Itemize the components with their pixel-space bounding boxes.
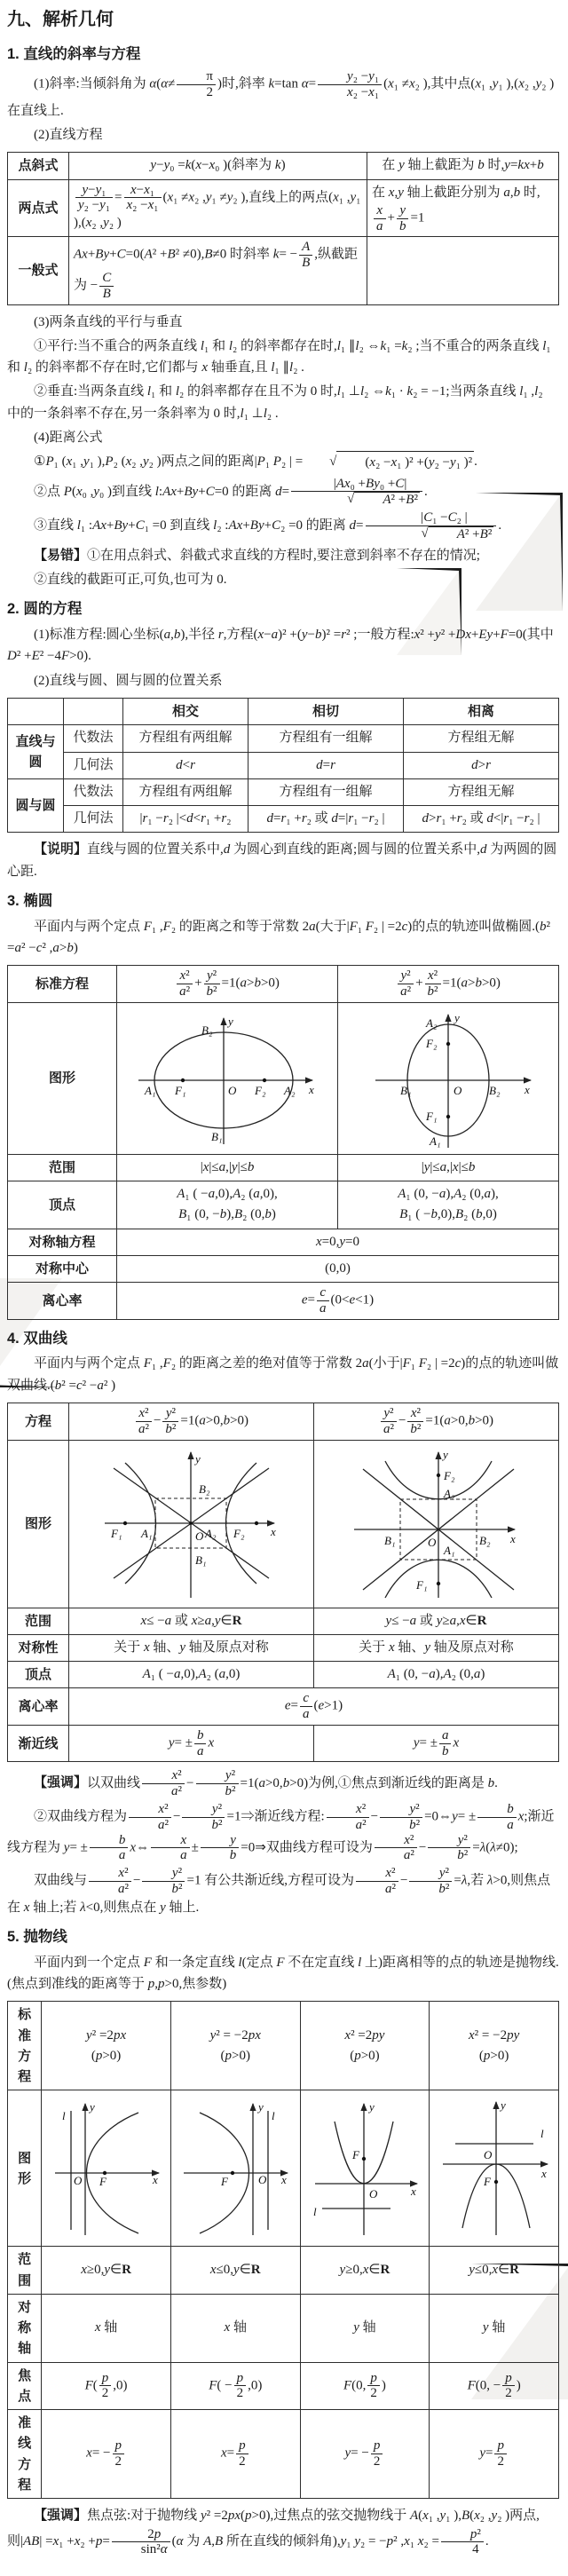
cell: A₁ ( −a,0),A₂ (a,0) bbox=[69, 1662, 314, 1688]
cell-figure bbox=[42, 2090, 171, 2247]
svg-text:B₁: B₁ bbox=[195, 1553, 207, 1567]
cell-figure bbox=[300, 2090, 430, 2247]
row-label: 顶点 bbox=[8, 1181, 117, 1229]
std-eq: y² =2px bbox=[86, 2027, 127, 2043]
table-row bbox=[8, 2002, 559, 2090]
hyperbola-note-3: 双曲线与 $\frac{\text{x²}}{\text{a²}}$ − $\frac{\text{y²}}{\text{b²}}$ =1 有公共渐近线,方程可设为 $\frac{\text{x²}}{\text{a²}}$ − $\frac{\text{y²}}{\text{b²}}$ =λ,若 λ>0,则焦点在 x 轴上;若 λ<0,则焦点在 y 轴上. bbox=[7, 1866, 551, 1915]
svg-text:F₂: F₂ bbox=[254, 1083, 265, 1097]
std-cond: (p>0) bbox=[91, 2048, 122, 2063]
cell: 代数法 bbox=[64, 725, 123, 752]
parabola-up-figure bbox=[306, 2095, 423, 2241]
cell-figure bbox=[170, 2090, 300, 2247]
cell: 关于 x 轴、y 轴及原点对称 bbox=[69, 1634, 314, 1661]
svg-text:y: y bbox=[227, 1014, 233, 1028]
cell: 几何法 bbox=[64, 806, 123, 833]
cell: $\frac{\text{x²}}{\text{a²}}$ + $\frac{\text{y²}}{\text{b²}}$ =1(a>b>0) bbox=[117, 966, 338, 1003]
cell: d=r₁ +r₂ 或 d=|r₁ −r₂ | bbox=[248, 806, 404, 833]
line-equation-table bbox=[7, 152, 559, 304]
cell-figure bbox=[430, 2090, 559, 2247]
cell bbox=[367, 237, 559, 304]
std-cond: (p>0) bbox=[350, 2048, 380, 2063]
table-row bbox=[8, 153, 559, 179]
row-label: 标准 方程 bbox=[8, 2002, 42, 2090]
distance-heading: (4)距离公式 bbox=[34, 431, 103, 446]
table-row bbox=[8, 2362, 559, 2410]
cell: F(0, − $\frac{p}{2}$ ) bbox=[430, 2362, 559, 2410]
svg-text:O: O bbox=[195, 1529, 204, 1543]
svg-text:O: O bbox=[483, 2148, 493, 2162]
ellipse-table bbox=[7, 965, 559, 1319]
row-label: 图形 bbox=[8, 1002, 117, 1154]
table-row bbox=[8, 1688, 559, 1726]
svg-text:A₁: A₁ bbox=[444, 1543, 455, 1557]
cell: F( $\frac{p}{2}$ ,0) bbox=[42, 2362, 171, 2410]
row-group-label: 直线与圆 bbox=[8, 725, 64, 779]
hyperbola-x-figure bbox=[91, 1445, 291, 1603]
cell bbox=[300, 2002, 430, 2090]
parabola-definition: 平面内到一个定点 F 和一条定直线 l(定点 F 不在定直线 l 上)距离相等的点的轨迹是抛物线.(焦点到准线的距离等于 p,p>0,焦参数) bbox=[7, 1955, 559, 1992]
cell: 方程组无解 bbox=[404, 778, 559, 805]
vertex-line: B₁ ( −b,0),B₂ (b,0) bbox=[399, 1207, 497, 1222]
row-label: 图形 bbox=[8, 2090, 42, 2247]
row-label: 范围 bbox=[8, 1608, 69, 1634]
row-label: 范围 bbox=[8, 2247, 42, 2295]
cell: 方程组有两组解 bbox=[123, 778, 248, 805]
table-row bbox=[8, 806, 559, 833]
row-label: 对称性 bbox=[8, 1634, 69, 1661]
vertex-line: A₁ ( −a,0),A₂ (a,0), bbox=[177, 1187, 278, 1202]
svg-text:F₁: F₁ bbox=[111, 1526, 122, 1540]
warning-text-2: ②直线的截距可正,可负,也可为 0. bbox=[34, 573, 227, 588]
circle-standard-equation: (1)标准方程:圆心坐标(a,b),半径 r,方程(x−a)² +(y−b)² =r² ;一般方程:x² +y² +Dx+Ey+F=0(其中 D² +E² −4F>0). bbox=[7, 628, 554, 664]
warning-tag: 【易错】 bbox=[34, 547, 88, 563]
row-label: 两点式 bbox=[8, 179, 69, 237]
parabola-note bbox=[7, 2505, 559, 2557]
svg-text:F₂: F₂ bbox=[444, 1468, 455, 1482]
cell: |y|≤a,|x|≤b bbox=[338, 1154, 559, 1181]
svg-text:B₁: B₁ bbox=[210, 1129, 222, 1143]
svg-text:x: x bbox=[152, 2173, 158, 2187]
table-row bbox=[8, 1283, 559, 1320]
svg-text:A₂: A₂ bbox=[444, 1486, 455, 1500]
hyperbola-note-2: ②双曲线方程为 $\frac{\text{x²}}{\text{a²}}$ − $\frac{\text{y²}}{\text{b²}}$ =1⇒渐近线方程: $\frac{\text{x²}}{\text{a²}}$ − $\frac{\text{y²}}{\text{b²}}$ =0⇔y= ± $\frac{b}{a}$ x;渐近线方程为 y= ± $\frac{b}{a}$ x⇔ $\frac{x}{a}$ ± $\frac{y}{b}$ =0⇒双曲线方程可设为 $\frac{\text{x²}}{\text{a²}}$ − $\frac{\text{y²}}{\text{b²}}$ =λ(λ≠0); bbox=[7, 1802, 555, 1863]
circle-relation-table bbox=[7, 698, 559, 833]
cell bbox=[117, 1181, 338, 1229]
svg-text:O: O bbox=[258, 2173, 267, 2187]
distance-formula-2: ②点 P(x₀ ,y₀ )到直线 l:Ax+By+C=0 的距离 d= |Ax₀ +By₀ +C| √ A² +B² . bbox=[34, 476, 428, 508]
cell: F( − $\frac{p}{2}$ ,0) bbox=[170, 2362, 300, 2410]
section-heading-circle: 2. 圆的方程 bbox=[7, 601, 83, 618]
warning-paragraph bbox=[7, 545, 559, 566]
cell: 关于 x 轴、y 轴及原点对称 bbox=[314, 1634, 559, 1661]
cell: $\frac{\text{y²}}{\text{a²}}$ − $\frac{\text{x²}}{\text{b²}}$ =1(a>0,b>0) bbox=[314, 1403, 559, 1440]
distance-formula-1: ①P₁ (x₁ ,y₁ ),P₂ (x₂ ,y₂ )两点之间的距离|P₁ P₂ | = √ (x₂ −x₁ )² +(y₂ −y₁ )² . bbox=[7, 451, 559, 473]
table-row bbox=[8, 237, 559, 304]
cell: y= ± $\frac{a}{b}$ x bbox=[314, 1725, 559, 1762]
cell: (0,0) bbox=[117, 1255, 559, 1282]
cell: d>r₁ +r₂ 或 d<|r₁ −r₂ | bbox=[404, 806, 559, 833]
cell: 几何法 bbox=[64, 752, 123, 778]
parabola-left-figure bbox=[177, 2095, 294, 2241]
svg-text:F: F bbox=[99, 2175, 106, 2189]
row-label: 图形 bbox=[8, 1440, 69, 1608]
svg-text:O: O bbox=[368, 2187, 378, 2201]
svg-text:F₂: F₂ bbox=[233, 1526, 245, 1540]
svg-text:A₂: A₂ bbox=[205, 1526, 217, 1540]
circle-note-text: 直线与圆的位置关系中,d 为圆心到直线的距离;圆与圆的位置关系中,d 为两圆的圆心距. bbox=[7, 842, 557, 879]
note-tag: 【强调】 bbox=[34, 1775, 88, 1791]
svg-text:B₁: B₁ bbox=[384, 1533, 396, 1547]
cell: 方程组无解 bbox=[404, 725, 559, 752]
cell: F(0, $\frac{p}{2}$ ) bbox=[300, 2362, 430, 2410]
cell-blank bbox=[8, 699, 64, 725]
table-row bbox=[8, 725, 559, 752]
std-cond: (p>0) bbox=[478, 2048, 509, 2063]
warning-text-1: ①在用点斜式、斜截式求直线的方程时,要注意到斜率不存在的情况; bbox=[87, 548, 480, 563]
cell bbox=[430, 2002, 559, 2090]
svg-text:F₁: F₁ bbox=[416, 1577, 428, 1592]
note-tag: 【说明】 bbox=[34, 842, 88, 857]
svg-text:F: F bbox=[221, 2175, 229, 2189]
std-eq: x² = −2py bbox=[469, 2027, 520, 2043]
content bbox=[7, 5, 559, 2557]
vertex-line: B₁ (0, −b),B₂ (0,b) bbox=[178, 1207, 276, 1222]
cell-figure bbox=[117, 1002, 338, 1154]
cell bbox=[42, 2002, 171, 2090]
table-row bbox=[8, 1181, 559, 1229]
svg-text:A₂: A₂ bbox=[283, 1083, 295, 1097]
row-label: 顶点 bbox=[8, 1662, 69, 1688]
svg-text:y: y bbox=[195, 1451, 201, 1466]
cell: x= − $\frac{p}{2}$ bbox=[42, 2410, 171, 2499]
line-equation-label: (2)直线方程 bbox=[34, 128, 103, 142]
cell: $\frac{\text{y²}}{\text{a²}}$ + $\frac{\text{x²}}{\text{b²}}$ =1(a>b>0) bbox=[338, 966, 559, 1003]
svg-text:y: y bbox=[258, 2100, 264, 2114]
parabola-table bbox=[7, 2001, 559, 2499]
ellipse-definition: 平面内与两个定点 F₁ ,F₂ 的距离之和等于常数 2a(大于|F₁ F₂ | =2c)的点的轨迹叫做椭圆.(b² =a² −c² ,a>b) bbox=[7, 919, 551, 955]
cell bbox=[170, 2002, 300, 2090]
cell: d=r bbox=[248, 752, 404, 778]
cell: x= $\frac{p}{2}$ bbox=[170, 2410, 300, 2499]
table-row bbox=[8, 966, 559, 1003]
parabola-right-figure bbox=[48, 2095, 165, 2241]
section-heading-ellipse: 3. 椭圆 bbox=[7, 892, 53, 909]
cell: A₁ (0, −a),A₂ (0,a) bbox=[314, 1662, 559, 1688]
section-heading-hyperbola: 4. 双曲线 bbox=[7, 1330, 67, 1347]
cell: x 轴 bbox=[42, 2294, 171, 2362]
table-row bbox=[8, 1725, 559, 1762]
std-eq: y² = −2px bbox=[209, 2027, 261, 2043]
svg-text:B₂: B₂ bbox=[479, 1533, 491, 1547]
row-label: 一般式 bbox=[8, 237, 69, 304]
row-label: 范围 bbox=[8, 1154, 117, 1181]
row-label: 对称轴 bbox=[8, 2294, 42, 2362]
cell: Ax+By+C=0(A² +B² ≠0),B≠0 时斜率 k= − $\frac{A}{B}$ ,纵截距为 − $\frac{C}{B}$ bbox=[69, 237, 367, 304]
svg-text:O: O bbox=[73, 2174, 82, 2188]
svg-text:A₁: A₁ bbox=[144, 1083, 155, 1097]
std-cond: (p>0) bbox=[220, 2048, 250, 2063]
cell: y≤ −a 或 y≥a,x∈R bbox=[314, 1608, 559, 1634]
cell-blank bbox=[64, 699, 123, 725]
table-row bbox=[8, 2247, 559, 2295]
table-row bbox=[8, 699, 559, 725]
table-row bbox=[8, 2294, 559, 2362]
cell: y= $\frac{p}{2}$ bbox=[430, 2410, 559, 2499]
svg-text:O: O bbox=[227, 1083, 236, 1097]
cell: x 轴 bbox=[170, 2294, 300, 2362]
row-label: 对称中心 bbox=[8, 1255, 117, 1282]
svg-text:O: O bbox=[428, 1535, 437, 1549]
svg-text:F₁: F₁ bbox=[425, 1109, 437, 1123]
hyperbola-y-figure bbox=[336, 1445, 536, 1603]
std-eq: x² =2py bbox=[344, 2027, 385, 2043]
cell: 方程组有两组解 bbox=[123, 725, 248, 752]
perpendicular-rule: ②垂直:当两条直线 l₁ 和 l₂ 的斜率都存在且不为 0 时,l₁ ⊥l₂ ⇔k₁ · k₂ = −1;当两条直线 l₁ ,l₂ 中的一条斜率不存在,另一条斜率为 0 时,l₁ ⊥l₂ . bbox=[7, 384, 543, 421]
svg-text:y: y bbox=[443, 1447, 448, 1461]
svg-text:F: F bbox=[351, 2148, 359, 2162]
hyperbola-note-1-text: 以双曲线 $\frac{\text{x²}}{\text{a²}}$ − $\frac{\text{y²}}{\text{b²}}$ =1(a>0,b>0)为例,①焦点到渐近线的距离是 b. bbox=[87, 1768, 498, 1799]
cell: 方程组有一组解 bbox=[248, 778, 404, 805]
cell: 代数法 bbox=[64, 778, 123, 805]
table-row bbox=[8, 1662, 559, 1688]
table-row bbox=[8, 1403, 559, 1440]
ellipse-y-figure bbox=[349, 1007, 548, 1150]
svg-text:l: l bbox=[61, 2109, 66, 2123]
row-label: 标准方程 bbox=[8, 966, 117, 1003]
cell: y 轴 bbox=[430, 2294, 559, 2362]
ellipse-x-figure bbox=[128, 1011, 327, 1146]
svg-text:y: y bbox=[89, 2100, 95, 2114]
hyperbola-table bbox=[7, 1403, 559, 1763]
svg-text:B₂: B₂ bbox=[488, 1083, 500, 1097]
cell: x≤0,y∈R bbox=[170, 2247, 300, 2295]
cell-figure bbox=[338, 1002, 559, 1154]
cell: y≤0,x∈R bbox=[430, 2247, 559, 2295]
svg-text:y: y bbox=[500, 2098, 506, 2113]
svg-text:F₂: F₂ bbox=[425, 1036, 437, 1050]
cell: y≥0,x∈R bbox=[300, 2247, 430, 2295]
table-row bbox=[8, 1229, 559, 1255]
svg-text:A₁: A₁ bbox=[141, 1526, 153, 1540]
svg-text:x: x bbox=[540, 2167, 547, 2181]
col-header: 相交 bbox=[123, 699, 248, 725]
svg-text:x: x bbox=[524, 1082, 530, 1096]
svg-text:A₂: A₂ bbox=[425, 1015, 437, 1030]
cell: x≥0,y∈R bbox=[42, 2247, 171, 2295]
cell: y= ± $\frac{b}{a}$ x bbox=[69, 1725, 314, 1762]
row-label: 准线 方程 bbox=[8, 2410, 42, 2499]
cell: |r₁ −r₂ |<d<r₁ +r₂ bbox=[123, 806, 248, 833]
svg-text:x: x bbox=[510, 1531, 516, 1545]
cell: 方程组有一组解 bbox=[248, 725, 404, 752]
cell: e= $\frac{c}{a}$ (e>1) bbox=[69, 1688, 559, 1726]
svg-text:x: x bbox=[308, 1082, 314, 1096]
svg-text:y: y bbox=[368, 2100, 375, 2114]
svg-text:A₁: A₁ bbox=[429, 1134, 440, 1148]
table-row bbox=[8, 778, 559, 805]
table-row bbox=[8, 1634, 559, 1661]
page-title: 九、解析几何 bbox=[7, 10, 114, 29]
col-header: 相切 bbox=[248, 699, 404, 725]
col-header: 相离 bbox=[404, 699, 559, 725]
cell: d<r bbox=[123, 752, 248, 778]
svg-text:F₁: F₁ bbox=[174, 1083, 185, 1097]
cell: e= $\frac{c}{a}$ (0<e<1) bbox=[117, 1283, 559, 1320]
parabola-note-text: 焦点弦:对于抛物线 y² =2px(p>0),过焦点的弦交抛物线于 A(x₁ ,y₁ ),B(x₂ ,y₂ )两点,则|AB| =x₁ +x₂ +p= $\frac{2p}{\text{sin²α}}$ (α 为 A,B 所在直线的倾斜角),y₁ y₂ = −p² ,x₁ x₂ = $\frac{\text{p²}}{4}$ . bbox=[7, 2509, 540, 2557]
distance-formula-3: ③直线 l₁ :Ax+By+C₁ =0 到直线 l₂ :Ax+By+C₂ =0 的距离 d= |C₁ −C₂ | √ A² +B² . bbox=[34, 510, 502, 542]
row-label: 对称轴方程 bbox=[8, 1229, 117, 1255]
cell: 在 y 轴上截距为 b 时,y=kx+b bbox=[367, 153, 559, 179]
table-row bbox=[8, 1154, 559, 1181]
hyperbola-definition: 平面内与两个定点 F₁ ,F₂ 的距离之差的绝对值等于常数 2a(小于|F₁ F₂ | =2c)的点的轨迹叫做双曲线.(b² =c² −a² ) bbox=[7, 1356, 559, 1393]
cell: y= − $\frac{p}{2}$ bbox=[300, 2410, 430, 2499]
svg-text:B₁: B₁ bbox=[399, 1083, 411, 1097]
vertex-line: A₁ (0, −a),A₂ (0,a), bbox=[398, 1187, 499, 1202]
svg-text:O: O bbox=[453, 1083, 462, 1097]
svg-text:l: l bbox=[540, 2127, 544, 2141]
note-tag: 【强调】 bbox=[34, 2508, 88, 2524]
table-row bbox=[8, 179, 559, 237]
parabola-down-figure bbox=[436, 2095, 553, 2241]
svg-text:l: l bbox=[272, 2109, 275, 2123]
cell: d>r bbox=[404, 752, 559, 778]
svg-text:x: x bbox=[271, 1524, 276, 1538]
svg-text:l: l bbox=[312, 2205, 317, 2219]
row-label: 离心率 bbox=[8, 1688, 69, 1726]
circle-note bbox=[7, 839, 559, 882]
row-label: 渐近线 bbox=[8, 1725, 69, 1762]
cell: |x|≤a,|y|≤b bbox=[117, 1154, 338, 1181]
cell-figure bbox=[69, 1440, 314, 1608]
svg-text:x: x bbox=[410, 2185, 416, 2199]
cell: $\frac{\text{x²}}{\text{a²}}$ − $\frac{\text{y²}}{\text{b²}}$ =1(a>0,b>0) bbox=[69, 1403, 314, 1440]
cell: $\frac{\text{y−y₁}}{\text{y₂ −y₁}}$ = $\frac{\text{x−x₁}}{\text{x₂ −x₁}}$ (x₁ ≠x₂ ,y₁ ≠y₂ ),直线上的两点(x₁ ,y₁ ),(x₂ ,y₂ ) bbox=[69, 179, 367, 237]
parallel-rule: ①平行:当不重合的两条直线 l₁ 和 l₂ 的斜率都存在时,l₁ ∥l₂ ⇔k₁ =k₂ ;当不重合的两条直线 l₁ 和 l₂ 的斜率都不存在时,它们都与 x 轴垂直,且 l₁ ∥l₂ . bbox=[7, 338, 551, 375]
cell bbox=[338, 1181, 559, 1229]
section-heading-line: 1. 直线的斜率与方程 bbox=[7, 46, 141, 63]
cell: y−y₀ =k(x−x₀ )(斜率为 k) bbox=[69, 153, 367, 179]
cell: y 轴 bbox=[300, 2294, 430, 2362]
table-row bbox=[8, 752, 559, 778]
parallel-perpendicular-heading: (3)两条直线的平行与垂直 bbox=[34, 314, 183, 329]
section-heading-parabola: 5. 抛物线 bbox=[7, 1929, 67, 1946]
table-row bbox=[8, 1255, 559, 1282]
row-label: 点斜式 bbox=[8, 153, 69, 179]
table-row bbox=[8, 2090, 559, 2247]
cell-figure bbox=[314, 1440, 559, 1608]
row-group-label: 圆与圆 bbox=[8, 778, 64, 833]
circle-relation-label: (2)直线与圆、圆与圆的位置关系 bbox=[34, 673, 223, 688]
table-row bbox=[8, 1002, 559, 1154]
table-row bbox=[8, 1440, 559, 1608]
table-row bbox=[8, 2410, 559, 2499]
svg-text:F: F bbox=[483, 2175, 491, 2189]
table-row bbox=[8, 1608, 559, 1634]
slope-definition: (1)斜率:当倾斜角为 α(α≠ $\frac{\pi}{2}$ )时,斜率 k=tan α= $\frac{\text{y₂ −y₁}}{\text{x₂ −x₁}}$ (x₁ ≠x₂ ),其中点(x₁ ,y₁ ),(x₂ ,y₂ )在直线上. bbox=[7, 69, 555, 118]
svg-text:B₂: B₂ bbox=[199, 1482, 210, 1496]
svg-text:B₂: B₂ bbox=[201, 1023, 212, 1037]
row-label: 方程 bbox=[8, 1403, 69, 1440]
svg-text:x: x bbox=[281, 2173, 288, 2187]
cell: x≤ −a 或 x≥a,y∈R bbox=[69, 1608, 314, 1634]
row-label: 离心率 bbox=[8, 1283, 117, 1320]
cell: x=0,y=0 bbox=[117, 1229, 559, 1255]
svg-text:y: y bbox=[454, 1010, 460, 1024]
hyperbola-note-1 bbox=[7, 1768, 559, 1799]
row-label: 焦点 bbox=[8, 2362, 42, 2410]
cell: 在 x,y 轴上截距分别为 a,b 时, $\frac{x}{a}$ + $\frac{y}{b}$ =1 bbox=[367, 179, 559, 237]
